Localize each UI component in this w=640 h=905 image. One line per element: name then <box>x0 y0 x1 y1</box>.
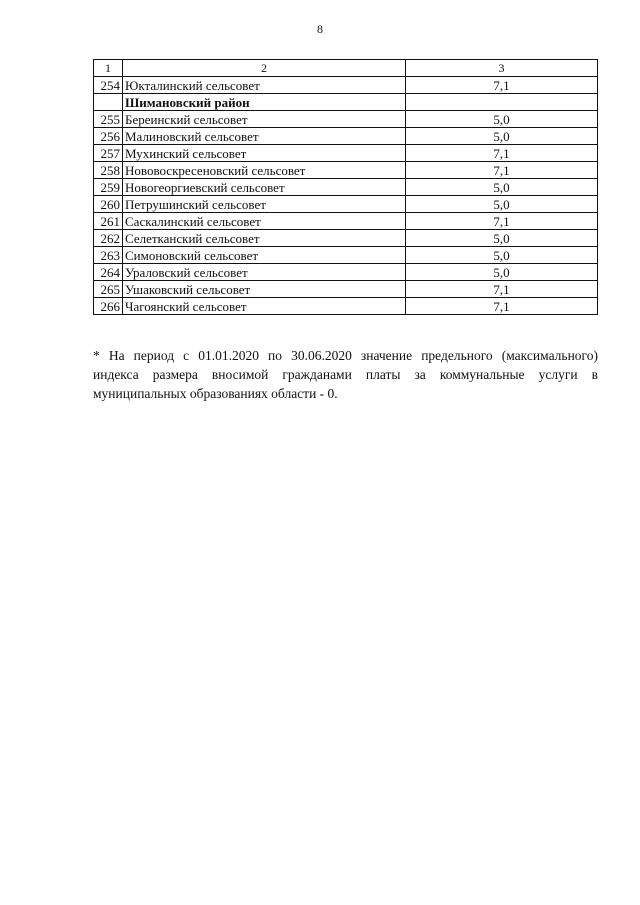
header-col-1: 1 <box>94 60 123 77</box>
row-value: 5,0 <box>406 196 598 213</box>
header-col-3: 3 <box>406 60 598 77</box>
table-row <box>94 196 598 213</box>
table-row <box>94 111 598 128</box>
table-header-row <box>94 60 598 77</box>
row-name: Петрушинский сельсовет <box>123 196 406 213</box>
row-number: 260 <box>94 196 123 213</box>
row-value: 7,1 <box>406 145 598 162</box>
row-value: 7,1 <box>406 77 598 94</box>
row-value: 5,0 <box>406 111 598 128</box>
data-table <box>93 59 598 315</box>
row-number: 263 <box>94 247 123 264</box>
footnote-line: муниципальных образованиях области - 0. <box>93 386 338 401</box>
row-value: 7,1 <box>406 213 598 230</box>
header-col-2: 2 <box>123 60 406 77</box>
row-value: 7,1 <box>406 281 598 298</box>
table-row <box>94 162 598 179</box>
row-number <box>94 94 123 111</box>
table-row <box>94 179 598 196</box>
row-number: 264 <box>94 264 123 281</box>
row-name: Юкталинский сельсовет <box>123 77 406 94</box>
footnote-line: * На период с 01.01.2020 по 30.06.2020 значение предельного (максимального) <box>93 348 598 363</box>
table-row <box>94 281 598 298</box>
row-value: 5,0 <box>406 247 598 264</box>
row-name: Ушаковский сельсовет <box>123 281 406 298</box>
row-name: Симоновский сельсовет <box>123 247 406 264</box>
row-number: 258 <box>94 162 123 179</box>
row-name: Чагоянский сельсовет <box>123 298 406 315</box>
row-value: 7,1 <box>406 162 598 179</box>
row-name: Береинский сельсовет <box>123 111 406 128</box>
row-number: 259 <box>94 179 123 196</box>
row-name: Малиновский сельсовет <box>123 128 406 145</box>
table-row <box>94 264 598 281</box>
row-number: 256 <box>94 128 123 145</box>
table-row <box>94 145 598 162</box>
row-value <box>406 94 598 111</box>
row-name: Ураловский сельсовет <box>123 264 406 281</box>
row-number: 255 <box>94 111 123 128</box>
table-row <box>94 247 598 264</box>
row-name: Нововоскресеновский сельсовет <box>123 162 406 179</box>
footnote <box>93 346 598 403</box>
row-value: 5,0 <box>406 179 598 196</box>
table-row <box>94 298 598 315</box>
table-row <box>94 128 598 145</box>
row-number: 262 <box>94 230 123 247</box>
row-number: 261 <box>94 213 123 230</box>
row-name: Селетканский сельсовет <box>123 230 406 247</box>
row-value: 5,0 <box>406 264 598 281</box>
footnote-line: индекса размера вносимой гражданами платы за коммунальные услуги в <box>93 367 598 382</box>
row-value: 5,0 <box>406 230 598 247</box>
row-value: 7,1 <box>406 298 598 315</box>
row-number: 254 <box>94 77 123 94</box>
page-number: 8 <box>317 22 323 36</box>
row-name: Мухинский сельсовет <box>123 145 406 162</box>
district-row <box>94 94 598 111</box>
row-number: 265 <box>94 281 123 298</box>
row-name: Новогеоргиевский сельсовет <box>123 179 406 196</box>
row-number: 266 <box>94 298 123 315</box>
row-name: Шимановский район <box>123 94 406 111</box>
row-name: Саскалинский сельсовет <box>123 213 406 230</box>
table-body <box>94 60 598 315</box>
table-row <box>94 77 598 94</box>
table-row <box>94 213 598 230</box>
row-value: 5,0 <box>406 128 598 145</box>
row-number: 257 <box>94 145 123 162</box>
table-row <box>94 230 598 247</box>
